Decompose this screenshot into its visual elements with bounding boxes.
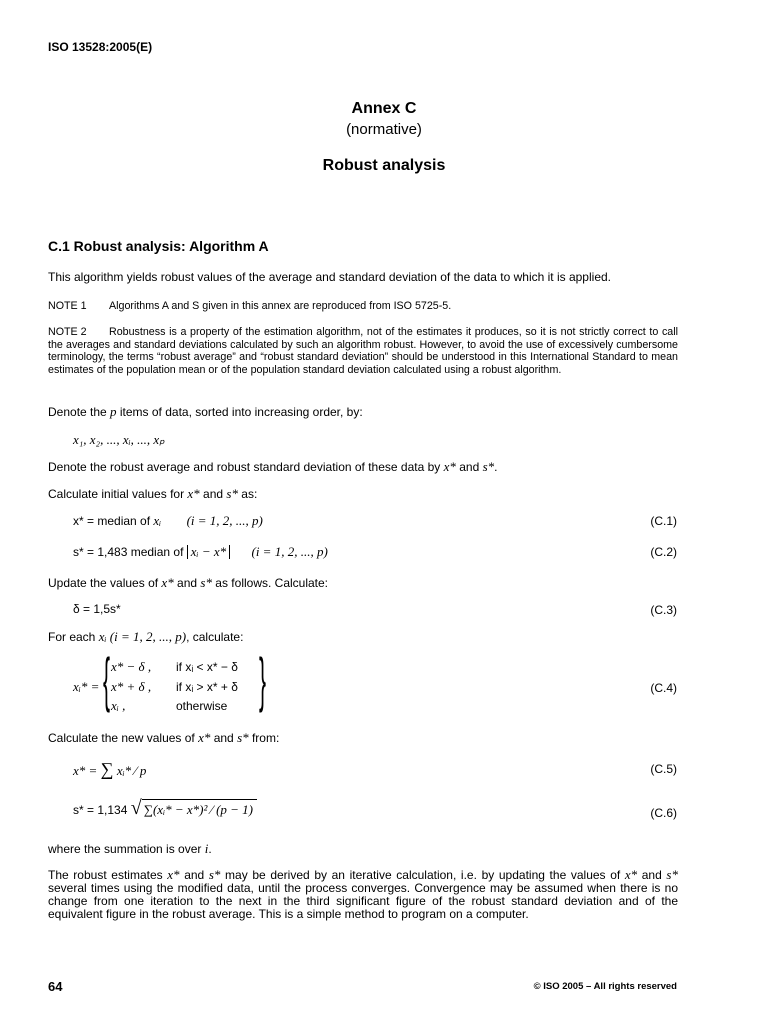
page-number: 64 — [48, 979, 63, 994]
equation-c4: xᵢ* = { x* − δ , x* + δ , xᵢ , if xᵢ < x* − δ if xᵢ > x* + δ otherwise } — [73, 646, 267, 713]
note-2 — [48, 326, 678, 376]
for-each-text: For each xᵢ (i = 1, 2, ..., p), calculate: — [48, 629, 244, 644]
equation-c2: s* = 1,483 median of xᵢ − x* (i = 1, 2, ..., p) — [73, 544, 328, 559]
denote-robust-text: Denote the robust average and robust standard deviation of these data by x* and s*. — [48, 459, 498, 474]
equation-c1: x* = median of xᵢ (i = 1, 2, ..., p) — [73, 513, 263, 528]
section-heading: C.1 Robust analysis: Algorithm A — [48, 238, 269, 254]
note-1-text: Algorithms A and S given in this annex are reproduced from ISO 5725-5. — [109, 300, 452, 312]
initial-values-text: Calculate initial values for x* and s* as: — [48, 486, 258, 501]
document-header: ISO 13528:2005(E) — [48, 40, 153, 54]
equation-number-c4: (C.4) — [650, 681, 677, 695]
note-1 — [48, 300, 678, 313]
equation-number-c1: (C.1) — [650, 514, 677, 528]
right-brace: } — [259, 646, 267, 713]
note-2-tag: NOTE 2 — [48, 326, 87, 338]
equation-number-c6: (C.6) — [650, 806, 677, 820]
equation-c6: s* = 1,134 √ ∑(xᵢ* − x*)² ⁄ (p − 1) — [73, 797, 257, 820]
closing-paragraph: The robust estimates x* and s* may be derived by an iterative calculation, i.e. by updating the values of x* and s* several times using the modified data, until the process converges. Convergence may be assumed when there is no change from one iteration to the next in the third significant figure of the robust standard deviation and of the equivalent figure in the robust average. This is a simple method to program on a computer. — [48, 867, 678, 921]
data-list-expression: x₁, x₂, ..., xᵢ, ..., xₚ — [73, 432, 165, 447]
annex-label: Annex C — [351, 100, 417, 117]
new-values-text: Calculate the new values of x* and s* from: — [48, 730, 280, 745]
absolute-value: xᵢ − x* — [187, 545, 230, 559]
left-brace: { — [103, 646, 111, 713]
note-1-tag: NOTE 1 — [48, 300, 87, 312]
equation-c3: δ = 1,5s* — [73, 602, 121, 616]
annex-title: Robust analysis — [322, 157, 446, 174]
update-values-text: Update the values of x* and s* as follows. Calculate: — [48, 575, 329, 590]
sqrt-symbol: √ — [130, 797, 142, 819]
sum-symbol: ∑ — [100, 759, 114, 779]
equation-number-c2: (C.2) — [650, 545, 677, 559]
summation-note: where the summation is over i. — [48, 841, 212, 856]
note-2-text: Robustness is a property of the estimation algorithm, not of the estimates it produces, so it is not strictly correct to call the averages and standard deviations calculated by such an algorithm robust. However, to avoid the use of excessively cumbersome terminology, the terms “robust average” and “robust standard deviation” should be understood in this International Standard to mean estimates of the population mean or of the population standard deviation calculated using a robust algorithm. — [48, 326, 678, 376]
sqrt-radicand: ∑(xᵢ* − x*)² ⁄ (p − 1) — [142, 799, 257, 817]
equation-number-c5: (C.5) — [650, 762, 677, 776]
equation-c5: x* = ∑ xᵢ* ⁄ p — [73, 759, 147, 779]
copyright-notice: © ISO 2005 – All rights reserved — [533, 981, 677, 992]
intro-paragraph: This algorithm yields robust values of the average and standard deviation of the data to which it is applied. — [48, 270, 611, 284]
c4-lhs: xᵢ* = — [73, 679, 100, 694]
denote-items-text: Denote the p items of data, sorted into increasing order, by: — [48, 404, 363, 419]
equation-number-c3: (C.3) — [650, 603, 677, 617]
annex-type: (normative) — [346, 121, 422, 138]
